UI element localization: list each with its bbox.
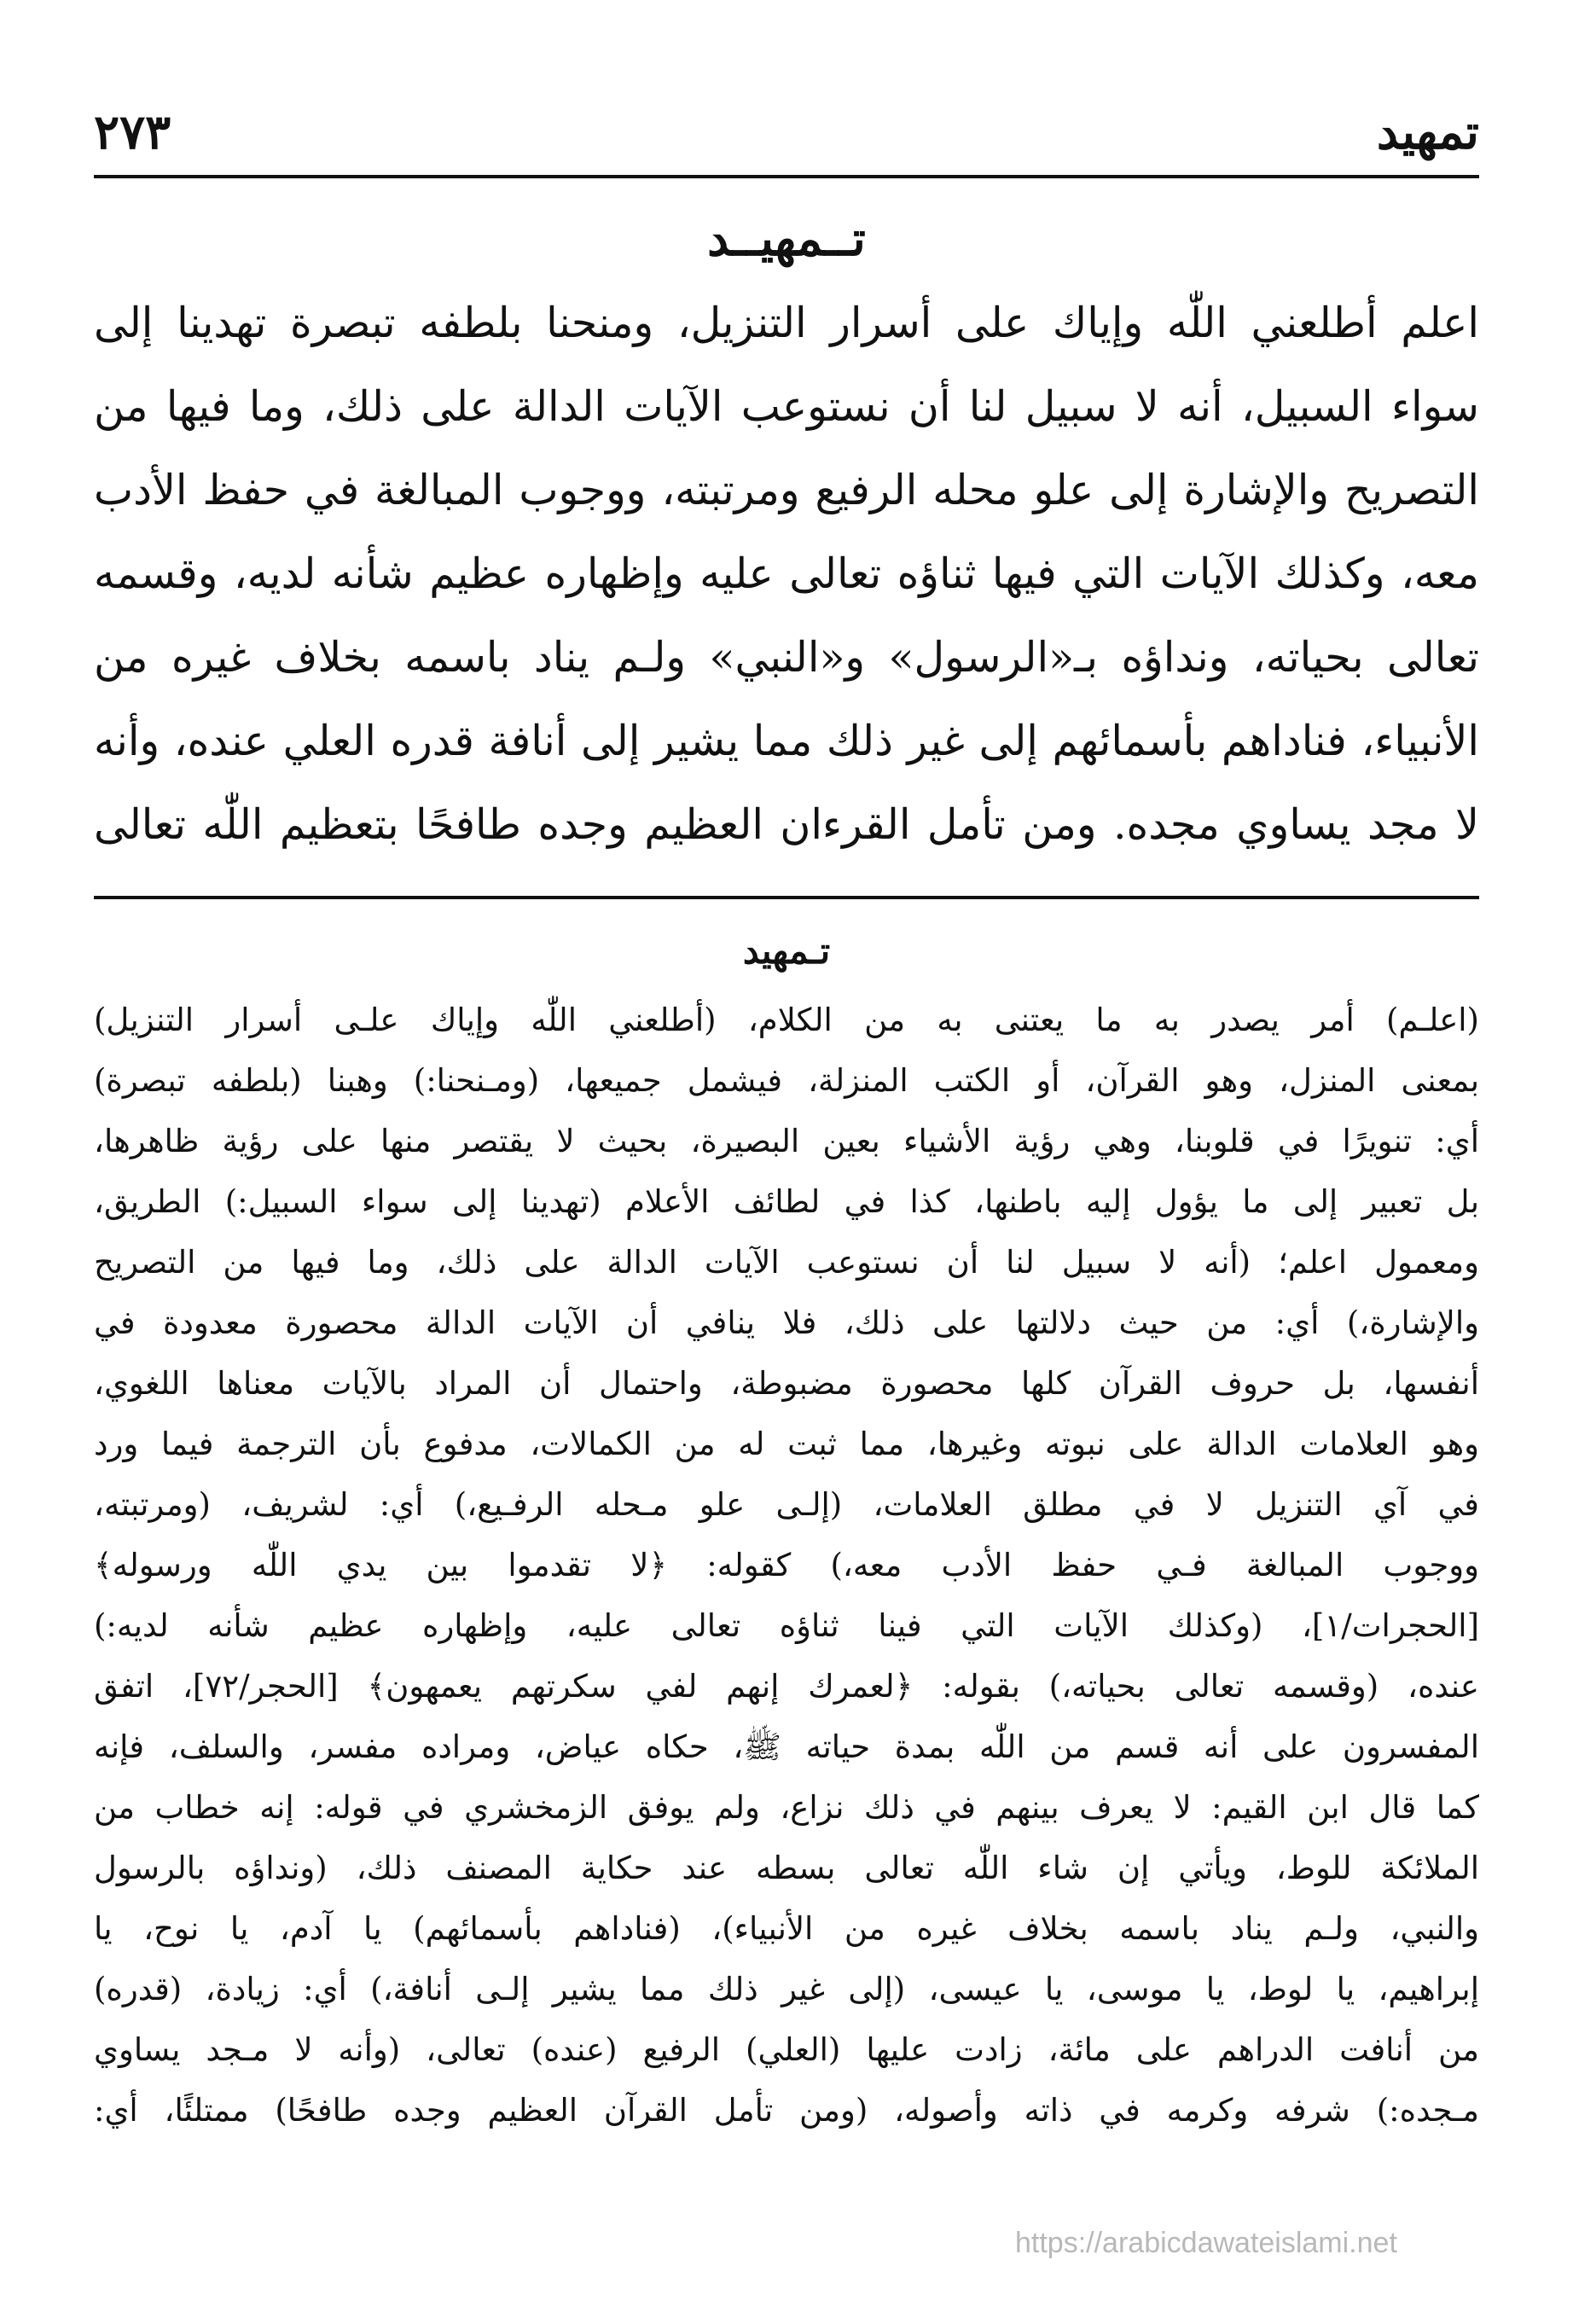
- commentary-line: في آي التنزيل لا في مطلق العلامات، (إلـى علو مـحله الرفـيع،) أي: لشريف، (ومرتبته،: [94, 1486, 1479, 1523]
- commentary-line: عنده، (وقسمه تعالى بحياته،) بقوله: ﴿لعمرك إنهم لفي سكرتهم يعمهون﴾ [الحجر/٧٢]، اتفق: [94, 1668, 1479, 1705]
- running-title: تمهيد: [1376, 104, 1479, 160]
- commentary-line: وهو العلامات الدالة على نبوته وغيرها، مما ثبت له من الكمالات، مدفوع بأن الترجمة فيما ورد: [94, 1426, 1479, 1462]
- commentary-title: تـمهيد: [742, 930, 831, 972]
- commentary-line: [الحجرات/١]، (وكذلك الآيات التي فينا ثناؤه تعالى عليه، وإظهاره عظيم شأنه لديه:): [94, 1607, 1479, 1644]
- section-divider: [94, 896, 1479, 899]
- commentary-line: المفسرون على أنه قسم من اللّٰه بمدة حياته ﷺ، حكاه عياض، ومراده مفسر، والسلف، فإنه: [94, 1728, 1479, 1765]
- running-header: [94, 94, 1479, 171]
- commentary-line: ومعمول اعلم؛ (أنه لا سبيل لنا أن نستوعب الآيات الدالة على ذلك، وما فيها من التصريح: [94, 1244, 1479, 1281]
- commentary-line: مـجده:) شرفه وكرمه في ذاته وأصوله، (ومن تأمل القرآن العظيم وجده طافحًا) ممتلئًا، أي:: [94, 2092, 1479, 2129]
- main-text-line: اعلم أطلعني اللّٰه وإياك على أسرار التنزيل، ومنحنا بلطفه تبصرة تهدينا إلى: [94, 299, 1479, 347]
- commentary-line: ووجوب المبالغة فـي حفظ الأدب معه،) كقوله: ﴿لا تقدموا بين يدي اللّٰه ورسوله﴾: [94, 1547, 1479, 1583]
- main-text-line: سواء السبيل، أنه لا سبيل لنا أن نستوعب الآيات الدالة على ذلك، وما فيها من: [94, 382, 1479, 431]
- main-text: [94, 282, 1479, 867]
- header-rule: [94, 175, 1479, 178]
- commentary-text: [94, 990, 1479, 2141]
- commentary-line: أي: تنويرًا في قلوبنا، وهي رؤية الأشياء بعين البصيرة، بحيث لا يقتصر منها على رؤية ظاهرها،: [94, 1123, 1479, 1159]
- commentary-line: والإشارة،) أي: من حيث دلالتها على ذلك، فلا ينافي أن الآيات الدالة محصورة معدودة في: [94, 1304, 1479, 1341]
- commentary-line: (اعلـم) أمر يصدر به ما يعتنى به من الكلام، (أطلعني اللّٰه وإياك علـى أسرار التنزيل): [94, 1002, 1479, 1038]
- commentary-line: الملائكة للوط، ويأتي إن شاء اللّٰه تعالى بسطه عند حكاية المصنف ذلك، (ونداؤه بالرسول: [94, 1850, 1479, 1886]
- commentary-line: إبراهيم، يا لوط، يا موسى، يا عيسى، (إلى غير ذلك مما يشير إلـى أنافة،) أي: زيادة، (قدره): [94, 1971, 1479, 2007]
- main-title: تــمهيــد: [707, 211, 866, 267]
- main-text-line: الأنبياء، فناداهم بأسمائهم إلى غير ذلك مما يشير إلى أنافة قدره العلي عنده، وأنه: [94, 717, 1479, 765]
- watermark-url: https://arabicdawateislami.net: [1015, 2227, 1397, 2259]
- commentary-line: أنفسها، بل حروف القرآن كلها محصورة مضبوطة، واحتمال أن المراد بالآيات معناها اللغوي،: [94, 1365, 1479, 1402]
- main-text-line: التصريح والإشارة إلى علو محله الرفيع ومرتبته، ووجوب المبالغة في حفظ الأدب: [94, 466, 1479, 514]
- main-text-line: لا مجد يساوي مجده. ومن تأمل القرءان العظيم وجده طافحًا بتعظيم اللّٰه تعالى: [94, 800, 1479, 849]
- commentary-line: كما قال ابن القيم: لا يعرف بينهم في ذلك نزاع، ولم يوفق الزمخشري في قوله: إنه خطاب من: [94, 1789, 1479, 1826]
- commentary-line: بمعنى المنزل، وهو القرآن، أو الكتب المنزلة، فيشمل جميعها، (ومـنحنا:) وهبنا (بلطفه تبصرة): [94, 1062, 1479, 1099]
- main-text-line: تعالى بحياته، ونداؤه بـ«الرسول» و«النبي» ولـم يناد باسمه بخلاف غيره من: [94, 633, 1479, 682]
- main-text-line: معه، وكذلك الآيات التي فيها ثناؤه تعالى عليه وإظهاره عظيم شأنه لديه، وقسمه: [94, 549, 1479, 598]
- commentary-line: بل تعبير إلى ما يؤول إليه باطنها، كذا في لطائف الأعلام (تهدينا إلى سواء السبيل:) الطريق،: [94, 1183, 1479, 1220]
- book-page: [94, 68, 1479, 2286]
- commentary-line: والنبي، ولـم يناد باسمه بخلاف غيره من الأنبياء)، (فناداهم بأسمائهم) يا آدم، يا نوح، يا: [94, 1910, 1479, 1947]
- page-number: ٢٧٣: [94, 104, 171, 160]
- commentary-line: من أنافت الدراهم على مائة، زادت عليها (العلي) الرفيع (عنده) تعالى، (وأنه لا مـجد يساوي: [94, 2031, 1479, 2068]
